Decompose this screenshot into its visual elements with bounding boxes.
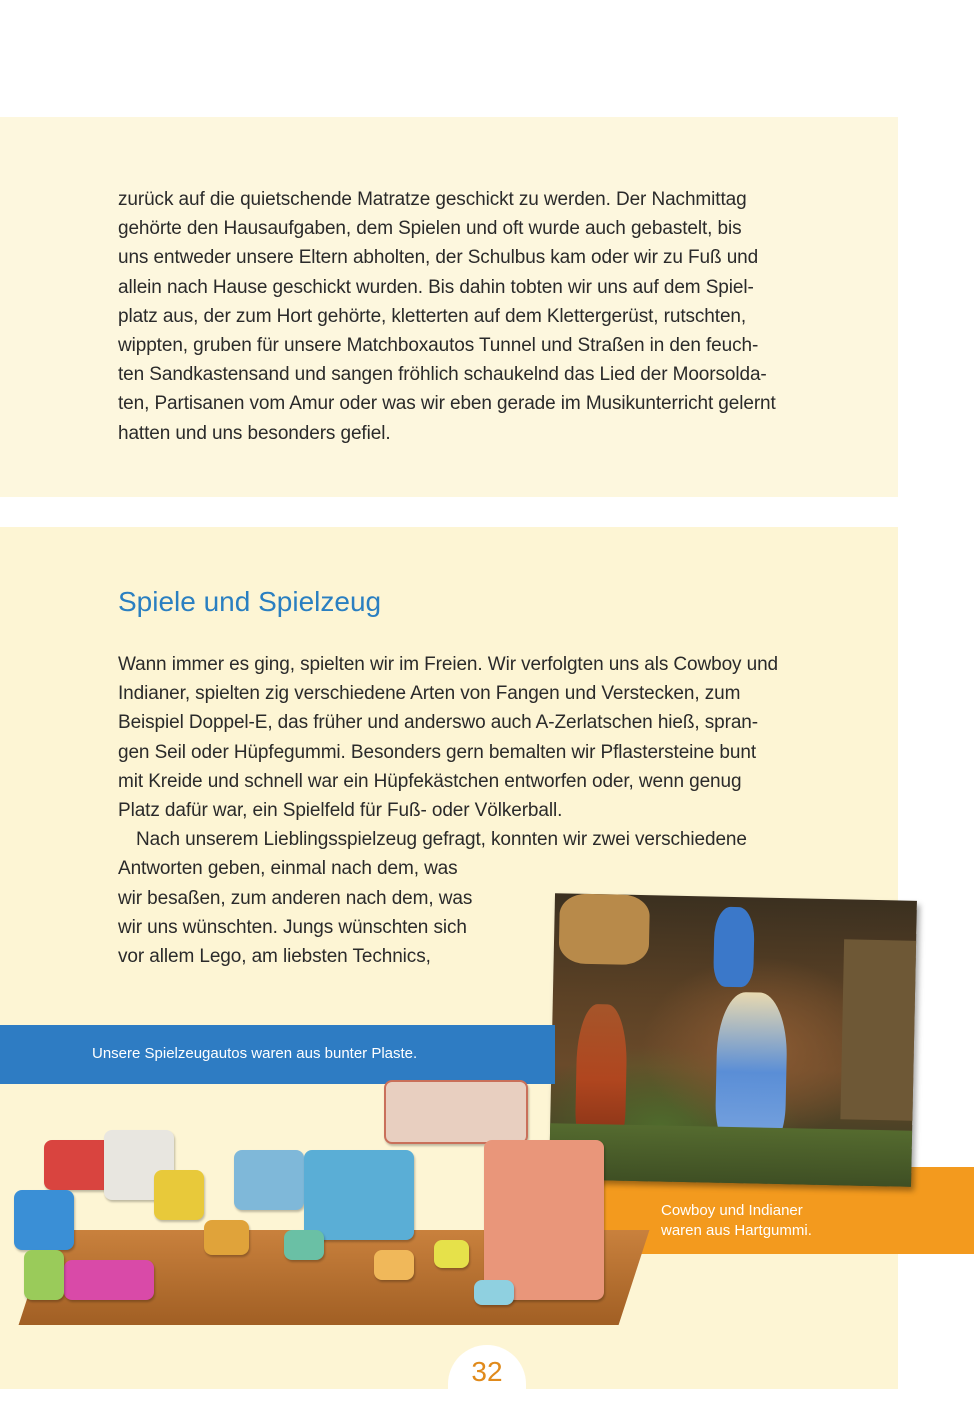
text-line: Beispiel Doppel-E, das früher und anderswo auch A-Zerlatschen hieß, spran- [118,712,759,734]
intro-paragraph [118,185,776,448]
toy-car [374,1250,414,1280]
text-line: wir uns wünschten. Jungs wünschten sich [118,916,467,938]
toy-truck [384,1080,528,1144]
section-heading: Spiele und Spielzeug [118,586,382,617]
horse-figure [559,893,650,965]
toy-car [24,1250,64,1300]
text-line: wippten, gruben für unsere Matchboxautos Tunnel und Straßen in den feuch- [118,335,759,357]
caption-cars: Unsere Spielzeugautos waren aus bunter Plaste. [92,1045,418,1062]
toy-car [284,1230,324,1260]
text-line: ten Sandkastensand und sangen fröhlich schaukelnd das Lied der Moorsolda- [118,364,767,386]
text-line: gehörte den Hausaufgaben, dem Spielen und oft wurde auch gebastelt, bis [118,218,742,240]
toy-bus [484,1140,604,1300]
text-line: Indianer, spielten zig verschiedene Arten von Fangen und Verstecken, zum [118,683,741,705]
caption-figures [661,1201,812,1241]
text-line: uns entweder unsere Eltern abholten, der Schulbus kam oder wir zu Fuß und [118,247,759,269]
toy-car [64,1260,154,1300]
text-line: Nach unserem Lieblingsspielzeug gefragt, konnten wir zwei verschiedene [136,829,747,851]
toy-car [474,1280,514,1305]
text-line: Antworten geben, einmal nach dem, was [118,858,458,880]
text-line: Wann immer es ging, spielten wir im Freien. Wir verfolgten uns als Cowboy und [118,654,779,675]
text-line: mit Kreide und schnell war ein Hüpfekästchen entworfen oder, wenn genug [118,770,742,792]
caption-line: waren aus Hartgummi. [661,1222,812,1239]
text-line: hatten und uns besonders gefiel. [118,422,391,444]
toy-car [14,1190,74,1250]
toy-car [234,1150,304,1210]
text-line: vor allem Lego, am liebsten Technics, [118,946,431,968]
photo-toy-cars [4,1080,634,1335]
toy-car [304,1150,414,1240]
toy-car [154,1170,204,1220]
page-number: 32 [471,1356,503,1387]
text-line: platz aus, der zum Hort gehörte, kletterten auf dem Klettergerüst, rutschten, [118,305,747,327]
text-line: zurück auf die quietschende Matratze geschickt zu werden. Der Nachmittag [118,189,747,210]
text-line: gen Seil oder Hüpfegummi. Besonders gern bemalten wir Pflastersteine bunt [118,741,756,763]
toy-car [434,1240,469,1268]
cowboy-figure [713,907,755,988]
text-line: allein nach Hause geschickt wurden. Bis dahin tobten wir uns auf dem Spiel- [118,276,754,298]
caption-line: Cowboy und Indianer [661,1202,803,1219]
hut-roof [840,939,917,1121]
text-line: wir besaßen, zum anderen nach dem, was [118,887,473,909]
text-line: Platz dafür war, ein Spielfeld für Fuß- oder Völkerball. [118,800,563,822]
toy-car [204,1220,249,1255]
text-line: ten, Partisanen vom Amur oder was wir eben gerade im Musikunterricht gelernt [118,393,776,415]
